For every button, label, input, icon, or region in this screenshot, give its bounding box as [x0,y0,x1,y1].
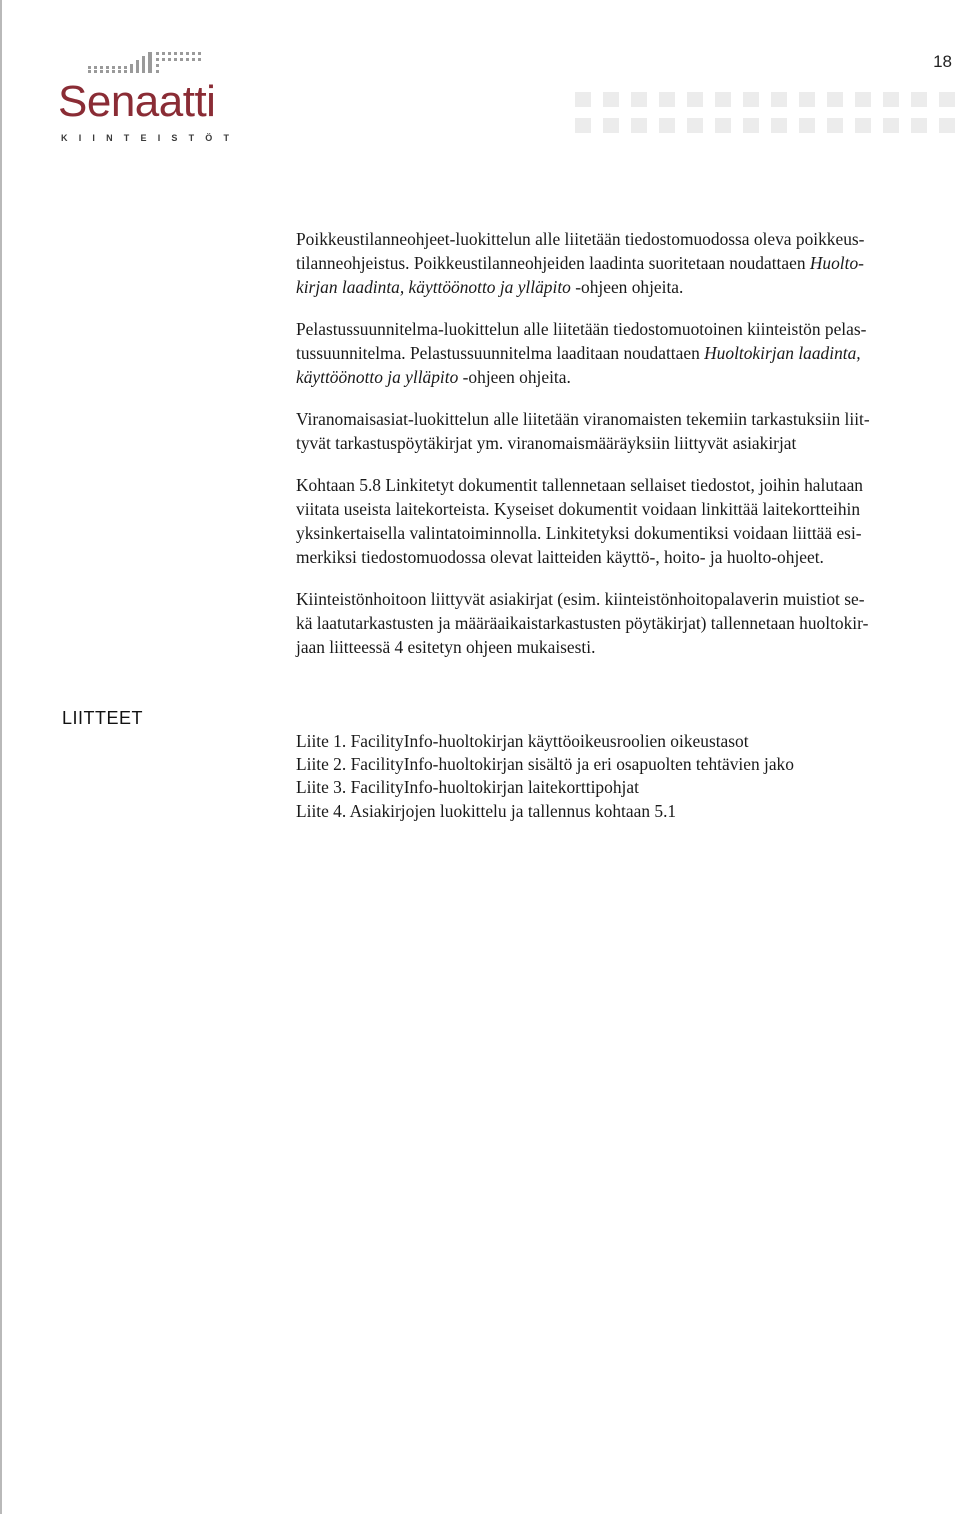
body-text [296,227,946,677]
italic-text: Huoltokirjan laadinta, [704,343,861,363]
attachment-item: Liite 2. FacilityInfo-huoltokirjan sisältö ja eri osapuolten tehtävien jako [296,754,794,775]
italic-text: kirjan laadinta, käyttöönotto ja ylläpito [296,277,571,297]
paragraph [296,587,946,659]
text-segment: kä laatutarkastusten ja määräaikaistarkastusten pöytäkirjat) tallennetaan huoltokir- [296,613,869,633]
logo-bars-icon [88,50,233,78]
senaatti-logo [58,50,241,150]
attachment-item: Liite 3. FacilityInfo-huoltokirjan laitekorttipohjat [296,777,639,798]
text-segment: Kohtaan 5.8 Linkitetyt dokumentit tallennetaan sellaiset tiedostot, joihin halutaan [296,475,863,495]
attachment-item: Liite 4. Asiakirjojen luokittelu ja tallennus kohtaan 5.1 [296,800,677,821]
text-segment: yksinkertaisella valintatoiminnolla. Linkitetyksi dokumentiksi voidaan liittää esi- [296,523,862,543]
attachment-item: Liite 1. FacilityInfo-huoltokirjan käyttöoikeusroolien oikeustasot [296,731,749,751]
text-segment: jaan liitteessä 4 esitetyn ohjeen mukaisesti. [296,637,596,657]
text-segment: Poikkeustilanneohjeet-luokittelun alle liitetään tiedostomuodossa oleva poikkeus- [296,229,865,249]
text-segment: tilanneohjeistus. Poikkeustilanneohjeiden laadinta suoritetaan noudattaen [296,253,810,273]
paragraph [296,473,946,569]
text-segment: tyvät tarkastuspöytäkirjat ym. viranomaismääräyksiin liittyvät asiakirjat [296,433,797,453]
page-left-border [0,0,2,1514]
paragraph [296,317,946,389]
logo-subtitle: KIINTEISTÖT [61,133,241,143]
attachments-heading: LIITTEET [62,708,144,728]
paragraph [296,407,946,455]
logo-wordmark: Senaatti [58,77,216,126]
text-segment: -ohjeen ohjeita. [458,367,571,387]
page-number: 18 [933,52,952,71]
attachments-list [296,730,946,823]
text-segment: Pelastussuunnitelma-luokittelun alle liitetään tiedostomuotoinen kiinteistön pelas- [296,319,867,339]
text-segment: Kiinteistönhoitoon liittyvät asiakirjat (esim. kiinteistönhoitopalaverin muistiot se- [296,589,865,609]
text-segment: -ohjeen ohjeita. [570,277,684,297]
text-segment: tussuunnitelma. Pelastussuunnitelma laaditaan noudattaen [296,343,705,363]
paragraph [296,227,946,299]
text-segment: Viranomaisasiat-luokittelun alle liitetään viranomaisten tekemiin tarkastuksiin liit- [296,409,870,429]
italic-text: Huolto- [809,253,864,273]
italic-text: käyttöönotto ja ylläpito [296,367,459,387]
text-segment: viitata useista laitekorteista. Kyseiset dokumentit voidaan linkittää laitekortteihin [296,499,861,519]
text-segment: merkiksi tiedostomuodossa olevat laitteiden käyttö-, hoito- ja huolto-ohjeet. [296,547,824,567]
decorative-squares-pattern [575,92,960,136]
